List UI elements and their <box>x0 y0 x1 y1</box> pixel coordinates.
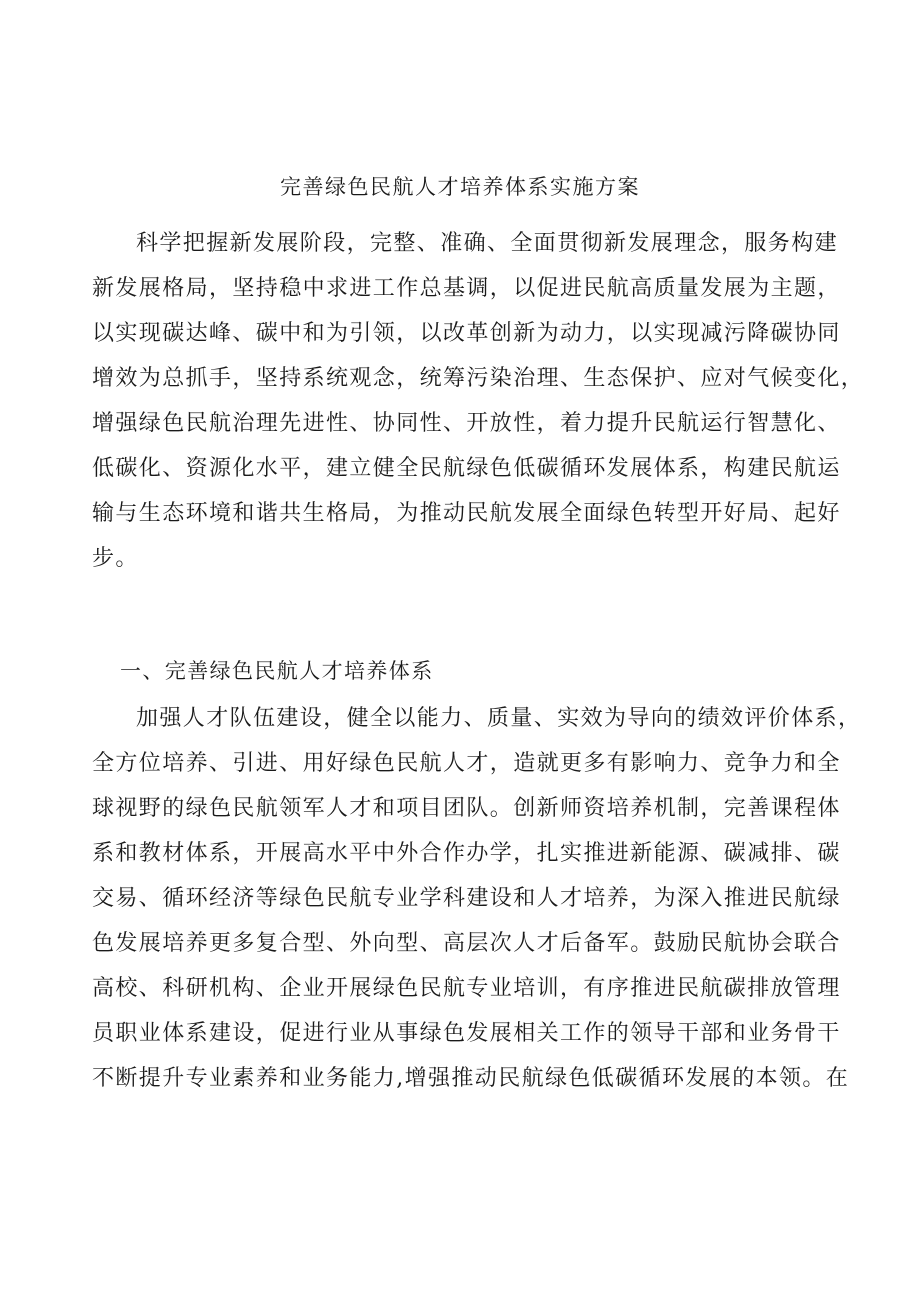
text-line: 步。 <box>92 546 139 571</box>
text-line: 高校、科研机构、企业开展绿色民航专业培训，有序推进民航碳排放管理 <box>92 976 841 1001</box>
text-line: 员职业体系建设，促进行业从事绿色发展相关工作的领导干部和业务骨干 <box>92 1021 841 1046</box>
text-line: 交易、循环经济等绿色民航专业学科建设和人才培养，为深入推进民航绿 <box>92 886 841 911</box>
text-line: 以实现碳达峰、碳中和为引领，以改革创新为动力，以实现减污降碳协同 <box>92 321 841 346</box>
text-line: 低碳化、资源化水平，建立健全民航绿色低碳循环发展体系，构建民航运 <box>92 456 841 481</box>
text-line: 全方位培养、引进、用好绿色民航人才，造就更多有影响力、竞争力和全 <box>92 751 841 776</box>
text-line: 加强人才队伍建设，健全以能力、质量、实效为导向的绩效评价体系， <box>136 706 862 731</box>
section-heading: 一、完善绿色民航人才培养体系 <box>120 659 434 683</box>
document-title: 完善绿色民航人才培养体系实施方案 <box>280 175 640 199</box>
text-line: 科学把握新发展阶段，完整、准确、全面贯彻新发展理念，服务构建 <box>136 231 839 256</box>
text-line: 系和教材体系，开展高水平中外合作办学，扎实推进新能源、碳减排、碳 <box>92 841 841 866</box>
text-line: 新发展格局，坚持稳中求进工作总基调，以促进民航高质量发展为主题， <box>92 276 841 301</box>
text-line: 球视野的绿色民航领军人才和项目团队。创新师资培养机制，完善课程体 <box>92 796 841 821</box>
text-line: 不断提升专业素养和业务能力,增强推动民航绿色低碳循环发展的本领。在 <box>92 1066 850 1091</box>
text-line: 输与生态环境和谐共生格局，为推动民航发展全面绿色转型开好局、起好 <box>92 501 841 526</box>
text-line: 增效为总抓手，坚持系统观念，统筹污染治理、生态保护、应对气候变化， <box>92 366 865 391</box>
text-line: 色发展培养更多复合型、外向型、高层次人才后备军。鼓励民航协会联合 <box>92 931 841 956</box>
text-line: 增强绿色民航治理先进性、协同性、开放性，着力提升民航运行智慧化、 <box>92 411 841 436</box>
